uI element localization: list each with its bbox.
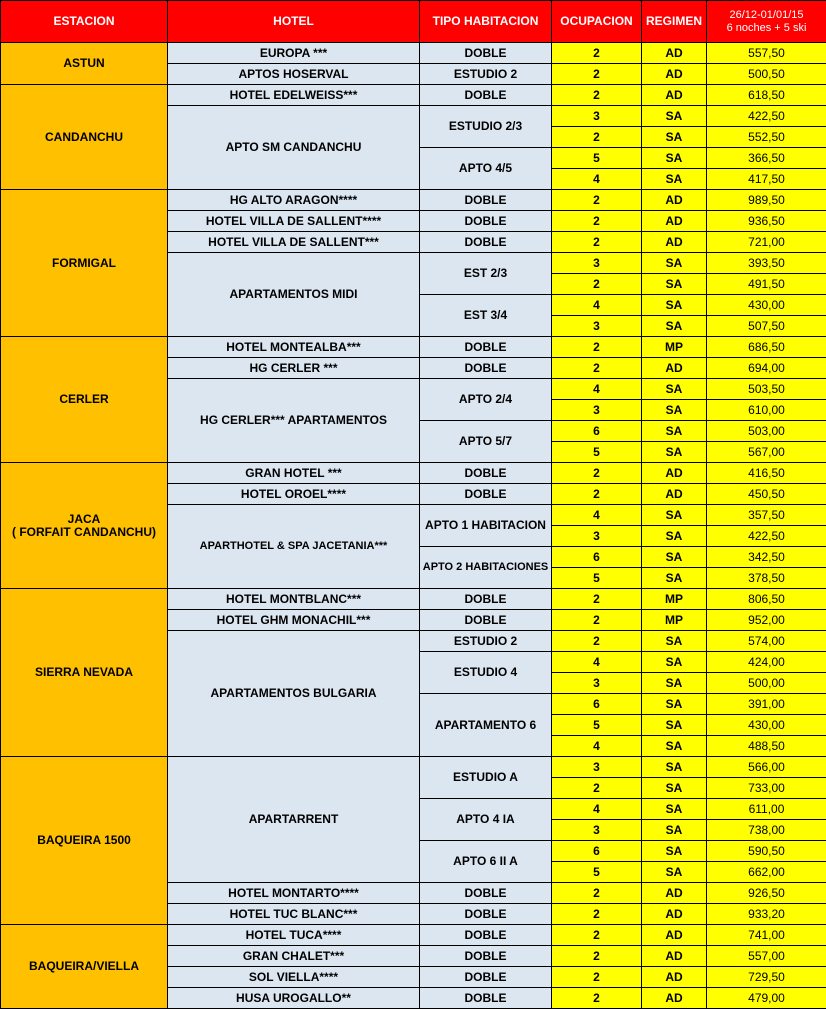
tipo-habitacion-cell: ESTUDIO 4	[420, 652, 552, 694]
regimen-cell: SA	[642, 253, 707, 274]
regimen-cell: AD	[642, 946, 707, 967]
price-cell: 566,00	[707, 757, 826, 778]
tipo-habitacion-cell: DOBLE	[420, 610, 552, 631]
table-row	[1, 43, 826, 64]
ocupacion-cell: 2	[552, 43, 642, 64]
tipo-habitacion-cell: DOBLE	[420, 904, 552, 925]
ocupacion-cell: 2	[552, 925, 642, 946]
price-cell: 952,00	[707, 610, 826, 631]
regimen-cell: SA	[642, 316, 707, 337]
regimen-cell: SA	[642, 799, 707, 820]
table-row	[1, 757, 826, 778]
regimen-cell: SA	[642, 106, 707, 127]
tipo-habitacion-cell: APTO 1 HABITACION	[420, 505, 552, 547]
price-cell: 989,50	[707, 190, 826, 211]
ocupacion-cell: 5	[552, 442, 642, 463]
tipo-habitacion-cell: DOBLE	[420, 358, 552, 379]
price-cell: 366,50	[707, 148, 826, 169]
regimen-cell: SA	[642, 652, 707, 673]
tipo-habitacion-cell: ESTUDIO 2	[420, 631, 552, 652]
price-cell: 503,50	[707, 379, 826, 400]
hotel-cell: HG CERLER*** APARTAMENTOS	[168, 379, 420, 463]
ocupacion-cell: 2	[552, 85, 642, 106]
price-cell: 686,50	[707, 337, 826, 358]
ocupacion-cell: 4	[552, 652, 642, 673]
tipo-habitacion-cell: ESTUDIO 2	[420, 64, 552, 85]
ocupacion-cell: 2	[552, 589, 642, 610]
price-cell: 926,50	[707, 883, 826, 904]
regimen-cell: SA	[642, 757, 707, 778]
ocupacion-cell: 3	[552, 316, 642, 337]
regimen-cell: SA	[642, 379, 707, 400]
price-cell: 507,50	[707, 316, 826, 337]
tipo-habitacion-cell: DOBLE	[420, 484, 552, 505]
tipo-habitacion-cell: DOBLE	[420, 85, 552, 106]
estacion-cell: ASTUN	[1, 43, 168, 85]
price-cell: 479,00	[707, 988, 826, 1009]
table-row	[1, 463, 826, 484]
price-cell: 729,50	[707, 967, 826, 988]
regimen-cell: AD	[642, 85, 707, 106]
regimen-cell: AD	[642, 967, 707, 988]
hotel-cell: HG CERLER ***	[168, 358, 420, 379]
hotel-cell: HOTEL GHM MONACHIL***	[168, 610, 420, 631]
ocupacion-cell: 2	[552, 64, 642, 85]
regimen-cell: SA	[642, 673, 707, 694]
price-cell: 806,50	[707, 589, 826, 610]
tipo-habitacion-cell: APARTAMENTO 6	[420, 694, 552, 757]
regimen-cell: SA	[642, 274, 707, 295]
ocupacion-cell: 6	[552, 547, 642, 568]
price-cell: 610,00	[707, 400, 826, 421]
table-body	[1, 43, 826, 1009]
regimen-cell: SA	[642, 169, 707, 190]
ocupacion-cell: 2	[552, 967, 642, 988]
hotel-cell: APARTARRENT	[168, 757, 420, 883]
regimen-cell: SA	[642, 736, 707, 757]
price-cell: 733,00	[707, 778, 826, 799]
regimen-cell: SA	[642, 127, 707, 148]
tipo-habitacion-cell: APTO 4 IA	[420, 799, 552, 841]
regimen-cell: SA	[642, 631, 707, 652]
regimen-cell: AD	[642, 988, 707, 1009]
hotel-cell: SOL VIELLA****	[168, 967, 420, 988]
ocupacion-cell: 4	[552, 799, 642, 820]
ocupacion-cell: 4	[552, 379, 642, 400]
header-hotel: HOTEL	[168, 1, 420, 43]
price-cell: 936,50	[707, 211, 826, 232]
hotel-cell: HOTEL EDELWEISS***	[168, 85, 420, 106]
ocupacion-cell: 5	[552, 568, 642, 589]
hotel-cell: APTO SM CANDANCHU	[168, 106, 420, 190]
price-cell: 391,00	[707, 694, 826, 715]
price-cell: 500,50	[707, 64, 826, 85]
regimen-cell: SA	[642, 778, 707, 799]
hotel-cell: HUSA UROGALLO**	[168, 988, 420, 1009]
hotel-cell: APTOS HOSERVAL	[168, 64, 420, 85]
tipo-habitacion-cell: APTO 4/5	[420, 148, 552, 190]
price-cell: 503,00	[707, 421, 826, 442]
ocupacion-cell: 3	[552, 820, 642, 841]
price-cell: 430,00	[707, 295, 826, 316]
tipo-habitacion-cell: ESTUDIO A	[420, 757, 552, 799]
header-ocupacion: OCUPACION	[552, 1, 642, 43]
regimen-cell: MP	[642, 610, 707, 631]
price-cell: 500,00	[707, 673, 826, 694]
regimen-cell: AD	[642, 43, 707, 64]
estacion-cell: CANDANCHU	[1, 85, 168, 190]
regimen-cell: AD	[642, 904, 707, 925]
ocupacion-cell: 2	[552, 232, 642, 253]
ocupacion-cell: 3	[552, 757, 642, 778]
regimen-cell: AD	[642, 190, 707, 211]
tipo-habitacion-cell: DOBLE	[420, 43, 552, 64]
price-cell: 721,00	[707, 232, 826, 253]
hotel-cell: APARTAMENTOS MIDI	[168, 253, 420, 337]
tipo-habitacion-cell: EST 2/3	[420, 253, 552, 295]
price-cell: 567,00	[707, 442, 826, 463]
header-tipo-habitacion: TIPO HABITACION	[420, 1, 552, 43]
tipo-habitacion-cell: DOBLE	[420, 925, 552, 946]
estacion-cell: JACA ( FORFAIT CANDANCHU)	[1, 463, 168, 589]
tipo-habitacion-cell: ESTUDIO 2/3	[420, 106, 552, 148]
ocupacion-cell: 2	[552, 904, 642, 925]
header-regimen: REGIMEN	[642, 1, 707, 43]
price-cell: 488,50	[707, 736, 826, 757]
ocupacion-cell: 2	[552, 988, 642, 1009]
price-cell: 417,50	[707, 169, 826, 190]
price-cell: 422,50	[707, 106, 826, 127]
tipo-habitacion-cell: APTO 2 HABITACIONES	[420, 547, 552, 589]
table-row	[1, 337, 826, 358]
ocupacion-cell: 2	[552, 631, 642, 652]
regimen-cell: SA	[642, 862, 707, 883]
hotel-cell: APARTHOTEL & SPA JACETANIA***	[168, 505, 420, 589]
regimen-cell: SA	[642, 547, 707, 568]
hotel-cell: HOTEL TUC BLANC***	[168, 904, 420, 925]
table-row	[1, 589, 826, 610]
hotel-cell: HOTEL MONTBLANC***	[168, 589, 420, 610]
price-cell: 574,00	[707, 631, 826, 652]
ocupacion-cell: 6	[552, 421, 642, 442]
regimen-cell: AD	[642, 211, 707, 232]
hotel-cell: APARTAMENTOS BULGARIA	[168, 631, 420, 757]
ocupacion-cell: 2	[552, 190, 642, 211]
tipo-habitacion-cell: APTO 6 II A	[420, 841, 552, 883]
regimen-cell: SA	[642, 421, 707, 442]
estacion-cell: BAQUEIRA 1500	[1, 757, 168, 925]
ocupacion-cell: 3	[552, 253, 642, 274]
regimen-cell: AD	[642, 925, 707, 946]
ocupacion-cell: 2	[552, 610, 642, 631]
ocupacion-cell: 2	[552, 463, 642, 484]
tipo-habitacion-cell: DOBLE	[420, 967, 552, 988]
regimen-cell: SA	[642, 715, 707, 736]
hotel-cell: HOTEL MONTEALBA***	[168, 337, 420, 358]
regimen-cell: SA	[642, 442, 707, 463]
estacion-cell: SIERRA NEVADA	[1, 589, 168, 757]
price-cell: 611,00	[707, 799, 826, 820]
tipo-habitacion-cell: DOBLE	[420, 883, 552, 904]
price-cell: 590,50	[707, 841, 826, 862]
hotel-cell: GRAN CHALET***	[168, 946, 420, 967]
estacion-cell: BAQUEIRA/VIELLA	[1, 925, 168, 1009]
tipo-habitacion-cell: DOBLE	[420, 190, 552, 211]
ocupacion-cell: 3	[552, 526, 642, 547]
regimen-cell: SA	[642, 841, 707, 862]
tipo-habitacion-cell: DOBLE	[420, 232, 552, 253]
tipo-habitacion-cell: DOBLE	[420, 337, 552, 358]
price-cell: 430,00	[707, 715, 826, 736]
ocupacion-cell: 2	[552, 358, 642, 379]
regimen-cell: SA	[642, 820, 707, 841]
price-cell: 450,50	[707, 484, 826, 505]
regimen-cell: SA	[642, 526, 707, 547]
ocupacion-cell: 4	[552, 169, 642, 190]
ocupacion-cell: 3	[552, 106, 642, 127]
estacion-cell: FORMIGAL	[1, 190, 168, 337]
tipo-habitacion-cell: DOBLE	[420, 988, 552, 1009]
ocupacion-cell: 4	[552, 505, 642, 526]
header-date-range: 26/12-01/01/15	[729, 9, 803, 21]
regimen-cell: SA	[642, 400, 707, 421]
regimen-cell: AD	[642, 484, 707, 505]
price-cell: 933,20	[707, 904, 826, 925]
ocupacion-cell: 6	[552, 841, 642, 862]
price-cell: 662,00	[707, 862, 826, 883]
hotel-cell: GRAN HOTEL ***	[168, 463, 420, 484]
table-row	[1, 925, 826, 946]
ocupacion-cell: 2	[552, 127, 642, 148]
tipo-habitacion-cell: DOBLE	[420, 589, 552, 610]
ocupacion-cell: 2	[552, 883, 642, 904]
header-estacion: ESTACION	[1, 1, 168, 43]
ocupacion-cell: 2	[552, 337, 642, 358]
table-row	[1, 190, 826, 211]
regimen-cell: AD	[642, 463, 707, 484]
hotel-cell: HOTEL OROEL****	[168, 484, 420, 505]
tipo-habitacion-cell: DOBLE	[420, 211, 552, 232]
hotel-cell: HOTEL MONTARTO****	[168, 883, 420, 904]
regimen-cell: SA	[642, 568, 707, 589]
price-cell: 357,50	[707, 505, 826, 526]
regimen-cell: SA	[642, 295, 707, 316]
price-cell: 424,00	[707, 652, 826, 673]
ocupacion-cell: 4	[552, 295, 642, 316]
tipo-habitacion-cell: DOBLE	[420, 946, 552, 967]
regimen-cell: SA	[642, 148, 707, 169]
hotel-cell: HOTEL VILLA DE SALLENT****	[168, 211, 420, 232]
price-cell: 694,00	[707, 358, 826, 379]
price-cell: 393,50	[707, 253, 826, 274]
ocupacion-cell: 2	[552, 946, 642, 967]
estacion-cell: CERLER	[1, 337, 168, 463]
ocupacion-cell: 2	[552, 484, 642, 505]
price-cell: 741,00	[707, 925, 826, 946]
ocupacion-cell: 2	[552, 211, 642, 232]
hotel-cell: HG ALTO ARAGON****	[168, 190, 420, 211]
regimen-cell: AD	[642, 358, 707, 379]
ocupacion-cell: 5	[552, 715, 642, 736]
ocupacion-cell: 4	[552, 736, 642, 757]
price-cell: 557,00	[707, 946, 826, 967]
table-row	[1, 85, 826, 106]
ocupacion-cell: 3	[552, 400, 642, 421]
tipo-habitacion-cell: APTO 5/7	[420, 421, 552, 463]
price-cell: 552,50	[707, 127, 826, 148]
regimen-cell: MP	[642, 337, 707, 358]
hotel-cell: HOTEL TUCA****	[168, 925, 420, 946]
header-date-sub: 6 noches + 5 ski	[727, 22, 807, 34]
ocupacion-cell: 5	[552, 148, 642, 169]
header-dates	[707, 1, 826, 43]
hotel-cell: EUROPA ***	[168, 43, 420, 64]
regimen-cell: AD	[642, 883, 707, 904]
regimen-cell: SA	[642, 505, 707, 526]
price-cell: 618,50	[707, 85, 826, 106]
regimen-cell: MP	[642, 589, 707, 610]
price-cell: 416,50	[707, 463, 826, 484]
price-cell: 557,50	[707, 43, 826, 64]
tipo-habitacion-cell: EST 3/4	[420, 295, 552, 337]
regimen-cell: AD	[642, 232, 707, 253]
price-cell: 422,50	[707, 526, 826, 547]
price-cell: 342,50	[707, 547, 826, 568]
tipo-habitacion-cell: APTO 2/4	[420, 379, 552, 421]
ocupacion-cell: 5	[552, 862, 642, 883]
ocupacion-cell: 3	[552, 673, 642, 694]
hotel-cell: HOTEL VILLA DE SALLENT***	[168, 232, 420, 253]
price-cell: 491,50	[707, 274, 826, 295]
ocupacion-cell: 6	[552, 694, 642, 715]
header-row	[1, 1, 826, 43]
price-cell: 378,50	[707, 568, 826, 589]
regimen-cell: AD	[642, 64, 707, 85]
price-cell: 738,00	[707, 820, 826, 841]
ocupacion-cell: 2	[552, 778, 642, 799]
ocupacion-cell: 2	[552, 274, 642, 295]
tipo-habitacion-cell: DOBLE	[420, 463, 552, 484]
regimen-cell: SA	[642, 694, 707, 715]
